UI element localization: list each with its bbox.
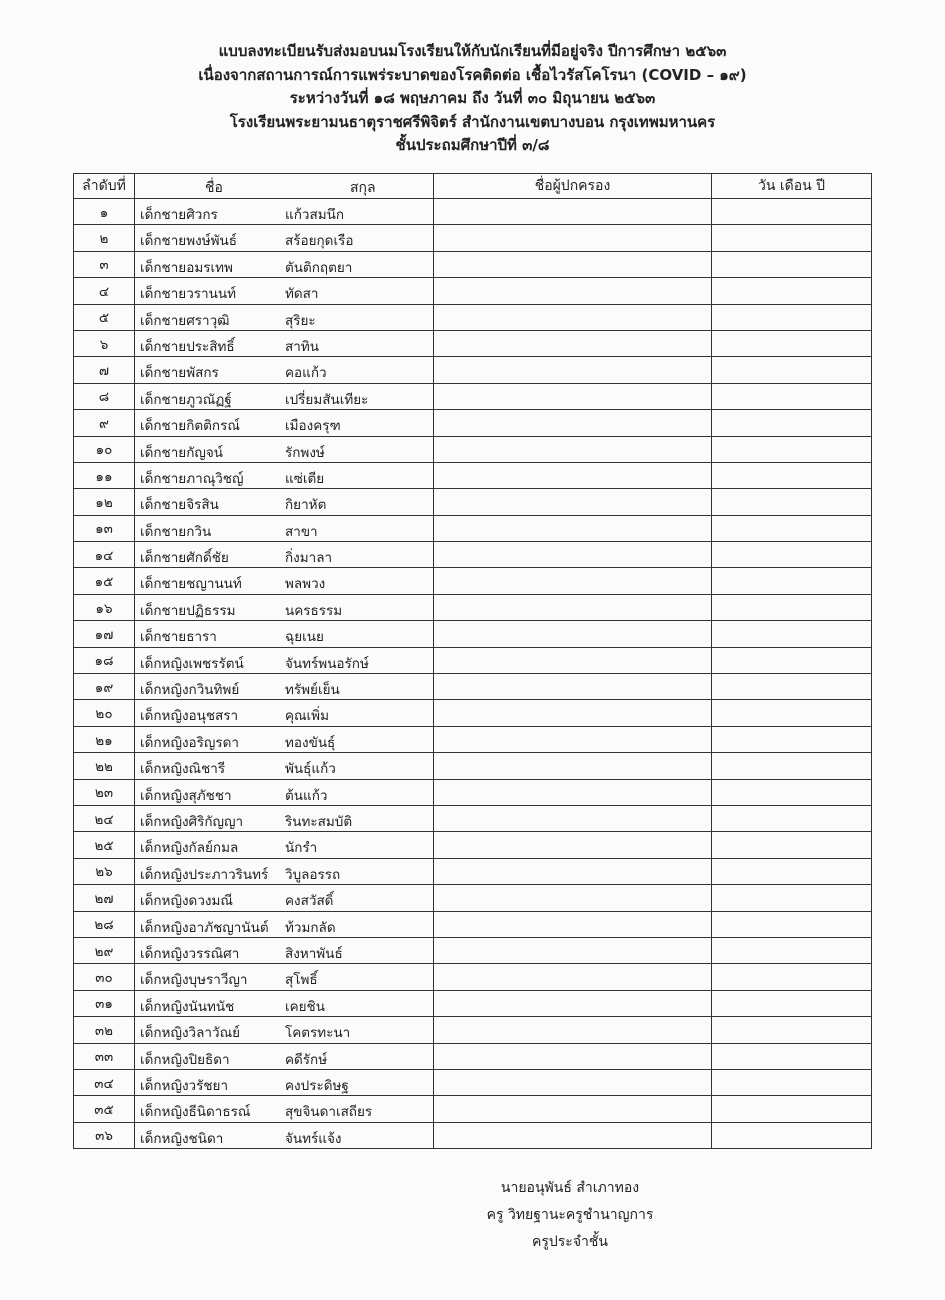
table-row [74,990,872,1016]
table-row [74,410,872,436]
student-last-name: สุโพธิ์ [285,972,318,989]
date-cell[interactable] [712,515,872,541]
date-cell[interactable] [712,779,872,805]
row-number: ๑๗ [74,621,135,647]
table-row [74,674,872,700]
date-cell[interactable] [712,937,872,963]
row-number: ๑๘ [74,647,135,673]
table-row [74,885,872,911]
table-row [74,304,872,330]
parent-name-cell[interactable] [434,1069,712,1095]
date-cell[interactable] [712,594,872,620]
parent-name-cell[interactable] [434,436,712,462]
parent-name-cell[interactable] [434,199,712,225]
document-header [0,40,945,158]
table-row [74,911,872,937]
date-cell[interactable] [712,911,872,937]
student-first-name: เด็กชายจิรสิน [140,497,219,514]
student-last-name: รินทะสมบัติ [285,813,353,830]
table-row [74,330,872,356]
student-first-name: เด็กหญิงกัลย์กมล [140,840,239,857]
student-first-name: เด็กชายกวิน [140,523,212,540]
student-first-name: เด็กชายประสิทธิ์ [140,338,235,355]
date-cell[interactable] [712,304,872,330]
student-last-name: นักรำ [285,840,318,857]
student-name-cell [135,594,434,620]
student-name-cell [135,885,434,911]
parent-name-cell[interactable] [434,542,712,568]
teacher-name: นายอนุพันธ์ สำเภาทอง [500,1180,640,1196]
student-last-name: พันธุ์แก้ว [285,761,336,778]
date-cell[interactable] [712,462,872,488]
student-last-name: คงสวัสดิ์ [285,893,334,910]
row-number: ๓๕ [74,1096,135,1122]
student-name-cell [135,436,434,462]
row-number: ๓๖ [74,1122,135,1148]
row-number: ๒๙ [74,937,135,963]
student-first-name: เด็กหญิงสุภัชชา [140,787,232,804]
table-row [74,594,872,620]
student-first-name: เด็กหญิงศิริกัญญา [140,813,244,830]
date-cell[interactable] [712,330,872,356]
table-row [74,1017,872,1043]
table-row [74,199,872,225]
student-name-cell [135,542,434,568]
row-number: ๒๗ [74,885,135,911]
student-first-name: เด็กชายวรานนท์ [140,286,236,303]
row-number: ๓๑ [74,990,135,1016]
parent-name-cell[interactable] [434,410,712,436]
parent-name-cell[interactable] [434,304,712,330]
date-cell[interactable] [712,753,872,779]
student-first-name: เด็กหญิงเพชรรัตน์ [140,655,244,672]
student-name-cell [135,1017,434,1043]
parent-name-cell[interactable] [434,964,712,990]
student-name-cell [135,990,434,1016]
student-name-cell [135,832,434,858]
student-first-name: เด็กหญิงอนุชสรา [140,708,239,725]
signature-block [470,1175,670,1256]
student-name-cell [135,568,434,594]
student-last-name: ฉุยเนย [285,629,324,646]
table-row [74,462,872,488]
date-cell[interactable] [712,1017,872,1043]
table-row [74,1096,872,1122]
date-cell[interactable] [712,199,872,225]
parent-name-cell[interactable] [434,647,712,673]
parent-name-cell[interactable] [434,779,712,805]
student-roster-table [73,173,872,1149]
student-name-cell [135,225,434,251]
student-last-name: จันทร์แจ้ง [285,1130,342,1147]
student-first-name: เด็กหญิงดวงมณี [140,893,233,910]
header-first-name: ชื่อ [205,180,223,196]
student-name-cell [135,779,434,805]
date-cell[interactable] [712,357,872,383]
student-first-name: เด็กหญิงนันทนัช [140,998,235,1015]
student-first-name: เด็กหญิงปิยธิดา [140,1051,230,1068]
parent-name-cell[interactable] [434,674,712,700]
parent-name-cell[interactable] [434,1096,712,1122]
parent-name-cell[interactable] [434,383,712,409]
teacher-role: ครูประจำชั้น [532,1234,608,1250]
student-name-cell [135,858,434,884]
student-last-name: คอแก้ว [285,365,327,382]
student-first-name: เด็กชายศิวกร [140,207,218,223]
student-name-cell [135,937,434,963]
date-cell[interactable] [712,1096,872,1122]
header-no: ลำดับที่ [74,174,135,199]
row-number: ๑ [74,199,135,225]
row-number: ๑๓ [74,515,135,541]
parent-name-cell[interactable] [434,568,712,594]
table-row [74,858,872,884]
student-name-cell [135,964,434,990]
date-cell[interactable] [712,621,872,647]
student-last-name: ต้นแก้ว [285,787,328,804]
date-cell[interactable] [712,858,872,884]
row-number: ๑๖ [74,594,135,620]
student-name-cell [135,1043,434,1069]
parent-name-cell[interactable] [434,594,712,620]
parent-name-cell[interactable] [434,1043,712,1069]
student-last-name: กิ่งมาลา [285,550,333,567]
student-name-cell [135,700,434,726]
student-last-name: สิงหาพันธ์ [285,945,343,962]
table-row [74,251,872,277]
table-row [74,225,872,251]
student-last-name: ทรัพย์เย็น [285,682,340,699]
student-last-name: ทองขันธุ์ [285,734,336,751]
table-row [74,753,872,779]
row-number: ๑๐ [74,436,135,462]
student-first-name: เด็กหญิงวิลาวัณย์ [140,1025,240,1042]
student-first-name: เด็กชายอมรเทพ [140,259,233,276]
student-name-cell [135,1122,434,1148]
row-number: ๒๓ [74,779,135,805]
student-last-name: คงประดิษฐ [285,1077,349,1094]
table-row [74,383,872,409]
parent-name-cell[interactable] [434,990,712,1016]
parent-name-cell[interactable] [434,726,712,752]
table-row [74,1069,872,1095]
row-number: ๑๕ [74,568,135,594]
table-row [74,700,872,726]
parent-name-cell[interactable] [434,357,712,383]
student-name-cell [135,278,434,304]
row-number: ๑๑ [74,462,135,488]
student-last-name: สาทิน [285,338,319,355]
date-cell[interactable] [712,436,872,462]
row-number: ๓๒ [74,1017,135,1043]
student-name-cell [135,515,434,541]
student-name-cell [135,251,434,277]
table-row [74,515,872,541]
parent-name-cell[interactable] [434,330,712,356]
table-row [74,568,872,594]
row-number: ๒๒ [74,753,135,779]
table-row [74,542,872,568]
date-cell[interactable] [712,647,872,673]
student-first-name: เด็กหญิงอาภัชญานันต์ [140,919,269,936]
student-name-cell [135,621,434,647]
student-last-name: รักพงษ์ [285,444,325,461]
header-class: ชั้นประถมศึกษาปีที่ ๓/๘ [395,136,550,154]
student-name-cell [135,753,434,779]
date-cell[interactable] [712,990,872,1016]
student-name-cell [135,304,434,330]
date-cell[interactable] [712,383,872,409]
parent-name-cell[interactable] [434,753,712,779]
student-last-name: นครธรรม [285,602,343,619]
student-last-name: สุขจินดาเสถียร [285,1104,373,1121]
student-name-cell [135,410,434,436]
table-row [74,832,872,858]
parent-name-cell[interactable] [434,805,712,831]
student-name-cell [135,726,434,752]
row-number: ๗ [74,357,135,383]
student-last-name: โคตรทะนา [285,1025,351,1042]
header-parent: ชื่อผู้ปกครอง [434,174,712,199]
parent-name-cell[interactable] [434,462,712,488]
date-cell[interactable] [712,568,872,594]
row-number: ๑๙ [74,674,135,700]
header-reason: เนื่องจากสถานการณ์การแพร่ระบาดของโรคติดต่อ เชื้อไวรัสโคโรนา (COVID – ๑๙) [198,65,747,84]
student-name-cell [135,911,434,937]
parent-name-cell[interactable] [434,700,712,726]
date-cell[interactable] [712,1043,872,1069]
table-row [74,964,872,990]
student-last-name: พลพวง [285,576,326,593]
student-last-name: สร้อยกุดเรือ [285,233,354,250]
student-last-name: สาขา [285,523,318,540]
date-cell[interactable] [712,251,872,277]
header-date-range: ระหว่างวันที่ ๑๘ พฤษภาคม ถึง วันที่ ๓๐ มิถุนายน ๒๕๖๓ [289,89,656,107]
row-number: ๓ [74,251,135,277]
row-number: ๒ [74,225,135,251]
row-number: ๒๑ [74,726,135,752]
student-first-name: เด็กชายปฏิธรรม [140,602,236,619]
student-first-name: เด็กชายภาณุวิชญ์ [140,470,244,487]
table-row [74,278,872,304]
student-last-name: ท้วมกลัด [285,919,336,936]
date-cell[interactable] [712,885,872,911]
student-name-cell [135,199,434,225]
student-first-name: เด็กหญิงวรัชยา [140,1077,229,1094]
table-row [74,489,872,515]
student-last-name: ตันติกฤตยา [285,259,353,276]
student-first-name: เด็กชายภูวณัฏฐ์ [140,391,232,408]
parent-name-cell[interactable] [434,251,712,277]
student-first-name: เด็กหญิงบุษราวีญา [140,972,248,989]
parent-name-cell[interactable] [434,1122,712,1148]
parent-name-cell[interactable] [434,911,712,937]
student-last-name: แซ่เตีย [285,470,325,487]
student-last-name: คดีรักษ์ [285,1051,328,1068]
table-row [74,647,872,673]
row-number: ๓๐ [74,964,135,990]
student-first-name: เด็กชายศราวุฒิ [140,312,230,329]
table-row [74,621,872,647]
date-cell[interactable] [712,726,872,752]
parent-name-cell[interactable] [434,278,712,304]
parent-name-cell[interactable] [434,489,712,515]
parent-name-cell[interactable] [434,515,712,541]
row-number: ๒๖ [74,858,135,884]
parent-name-cell[interactable] [434,937,712,963]
date-cell[interactable] [712,1122,872,1148]
date-cell[interactable] [712,278,872,304]
header-date: วัน เดือน ปี [712,174,872,199]
parent-name-cell[interactable] [434,621,712,647]
date-cell[interactable] [712,225,872,251]
header-name [135,174,434,199]
date-cell[interactable] [712,964,872,990]
row-number: ๙ [74,410,135,436]
header-title: แบบลงทะเบียนรับส่งมอบนมโรงเรียนให้กับนักเรียนที่มีอยู่จริง ปีการศึกษา ๒๕๖๓ [218,42,727,60]
row-number: ๒๘ [74,911,135,937]
student-first-name: เด็กชายกัญจน์ [140,444,224,461]
row-number: ๓๔ [74,1069,135,1095]
table-row [74,1122,872,1148]
date-cell[interactable] [712,674,872,700]
date-cell[interactable] [712,832,872,858]
student-name-cell [135,489,434,515]
student-first-name: เด็กหญิงประภาวรินทร์ [140,866,269,883]
table-row [74,436,872,462]
student-last-name: สุริยะ [285,312,316,329]
row-number: ๓๓ [74,1043,135,1069]
table-row [74,805,872,831]
student-last-name: เปรี่ยมสันเทียะ [285,391,369,408]
row-number: ๕ [74,304,135,330]
student-first-name: เด็กหญิงอริญรดา [140,734,240,751]
student-first-name: เด็กชายพงษ์พันธ์ [140,233,237,250]
table-row [74,726,872,752]
date-cell[interactable] [712,700,872,726]
student-last-name: กิยาหัต [285,497,327,514]
parent-name-cell[interactable] [434,885,712,911]
student-name-cell [135,330,434,356]
student-first-name: เด็กชายพัสกร [140,365,219,382]
student-name-cell [135,383,434,409]
parent-name-cell[interactable] [434,858,712,884]
student-last-name: ทัดสา [285,286,319,303]
student-first-name: เด็กหญิงธีนิดาธรณ์ [140,1104,251,1121]
student-first-name: เด็กชายชญานนท์ [140,576,242,593]
parent-name-cell[interactable] [434,832,712,858]
student-name-cell [135,674,434,700]
student-first-name: เด็กชายกิตติกรณ์ [140,418,240,435]
row-number: ๑๒ [74,489,135,515]
student-first-name: เด็กหญิงวรรณิศา [140,945,240,962]
date-cell[interactable] [712,489,872,515]
table-row [74,937,872,963]
student-first-name: เด็กหญิงชนิดา [140,1130,224,1147]
student-last-name: วิบูลอรรถ [285,866,341,883]
student-last-name: จันทร์พนอรักษ์ [285,655,369,672]
row-number: ๒๕ [74,832,135,858]
row-number: ๘ [74,383,135,409]
row-number: ๒๐ [74,700,135,726]
student-name-cell [135,357,434,383]
teacher-position: ครู วิทยฐานะครูชำนาญการ [486,1207,654,1223]
table-header-row [74,174,872,199]
header-last-name: สกุล [350,180,376,196]
header-school: โรงเรียนพระยามนธาตุราชศรีพิจิตร์ สำนักงานเขตบางบอน กรุงเทพมหานคร [229,112,716,131]
row-number: ๑๔ [74,542,135,568]
student-name-cell [135,647,434,673]
student-name-cell [135,1096,434,1122]
student-last-name: เคยชิน [285,998,325,1015]
date-cell[interactable] [712,805,872,831]
student-name-cell [135,805,434,831]
student-first-name: เด็กหญิงกวินทิพย์ [140,682,240,699]
student-last-name: เมืองครุฑ [285,418,341,435]
table-row [74,779,872,805]
student-name-cell [135,1069,434,1095]
student-last-name: แก้วสมนึก [285,207,344,223]
row-number: ๒๔ [74,805,135,831]
date-cell[interactable] [712,1069,872,1095]
date-cell[interactable] [712,542,872,568]
table-row [74,1043,872,1069]
table-row [74,357,872,383]
student-last-name: คุณเพิ่ม [285,708,329,725]
student-first-name: เด็กหญิงณิชารี [140,761,226,778]
student-first-name: เด็กชายศักดิ์ชัย [140,550,229,567]
student-first-name: เด็กชายธารา [140,629,217,646]
student-name-cell [135,462,434,488]
row-number: ๖ [74,330,135,356]
parent-name-cell[interactable] [434,225,712,251]
parent-name-cell[interactable] [434,1017,712,1043]
row-number: ๔ [74,278,135,304]
date-cell[interactable] [712,410,872,436]
